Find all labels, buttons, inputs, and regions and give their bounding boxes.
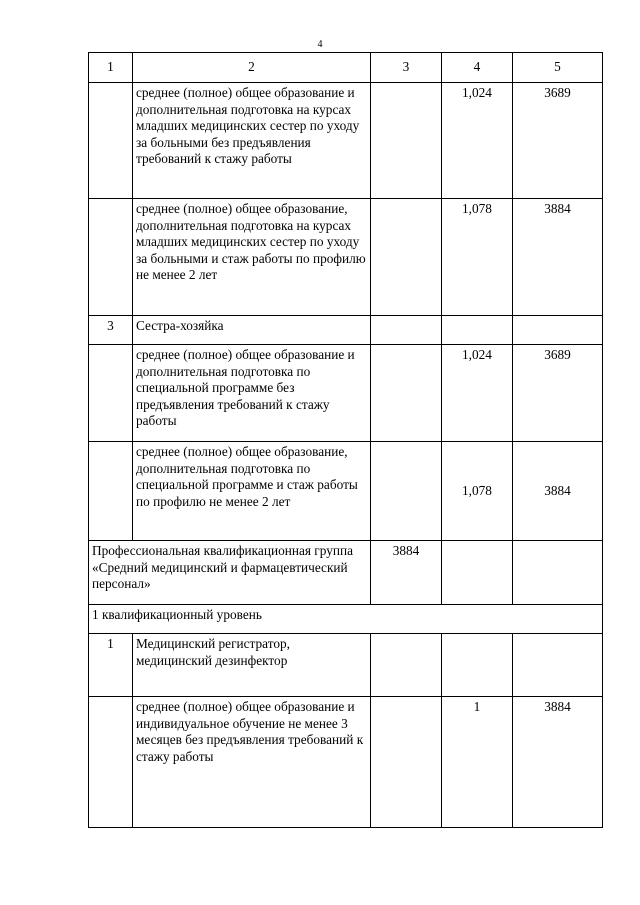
salary-cell [513,541,603,605]
row-number-cell [89,199,133,316]
page-number: 4 [317,39,323,50]
table-header-row [89,53,603,83]
description-cell: среднее (полное) общее образование и индивидуальное обучение не менее 3 месяцев без предъявления требований к стажу работы [133,697,371,828]
table-row [89,199,603,316]
coefficient-cell: 1,024 [442,345,513,442]
row-number-cell [89,83,133,199]
salary-cell [513,634,603,697]
coefficient-cell [442,316,513,345]
base-salary-cell [371,199,442,316]
row-number-cell: 3 [89,316,133,345]
row-number-cell: 1 [89,634,133,697]
base-salary-cell [371,345,442,442]
table-row [89,697,603,828]
salary-table [88,52,603,828]
row-number-cell [89,697,133,828]
base-salary-cell [371,83,442,199]
coefficient-cell [442,541,513,605]
salary-cell: 3884 [513,442,603,541]
salary-cell: 3689 [513,345,603,442]
coefficient-cell [442,634,513,697]
salary-cell: 3689 [513,83,603,199]
description-cell: среднее (полное) общее образование и дополнительная подготовка на курсах младших медицинских сестер по уходу за больными без предъявления требований к стажу работы [133,83,371,199]
base-salary-cell [371,316,442,345]
header-cell-2: 2 [133,53,371,83]
level-title-cell: 1 квалификационный уровень [89,605,603,634]
table-row [89,83,603,199]
description-cell: среднее (полное) общее образование, дополнительная подготовка на курсах младших медицинских сестер по уходу за больными и стаж работы по профилю не менее 2 лет [133,199,371,316]
row-number-cell [89,345,133,442]
header-cell-3: 3 [371,53,442,83]
salary-cell: 3884 [513,697,603,828]
header-cell-1: 1 [89,53,133,83]
coefficient-cell: 1,078 [442,199,513,316]
coefficient-cell: 1 [442,697,513,828]
description-cell: Медицинский регистратор, медицинский дезинфектор [133,634,371,697]
table-row [89,634,603,697]
coefficient-cell: 1,024 [442,83,513,199]
header-cell-4: 4 [442,53,513,83]
table-row [89,442,603,541]
base-salary-cell [371,634,442,697]
row-number-cell [89,442,133,541]
base-salary-cell: 3884 [371,541,442,605]
base-salary-cell [371,442,442,541]
description-cell: среднее (полное) общее образование, дополнительная подготовка по специальной программе и стаж работы по профилю не менее 2 лет [133,442,371,541]
coefficient-cell: 1,078 [442,442,513,541]
group-row [89,541,603,605]
table-row [89,316,603,345]
base-salary-cell [371,697,442,828]
description-cell: Сестра-хозяйка [133,316,371,345]
description-cell: среднее (полное) общее образование и дополнительная подготовка по специальной программе без предъявления требований к стажу работы [133,345,371,442]
level-row [89,605,603,634]
table-row [89,345,603,442]
salary-cell: 3884 [513,199,603,316]
header-cell-5: 5 [513,53,603,83]
salary-cell [513,316,603,345]
group-title-cell: Профессиональная квалификационная группа «Средний медицинский и фармацевтический персонал» [89,541,371,605]
